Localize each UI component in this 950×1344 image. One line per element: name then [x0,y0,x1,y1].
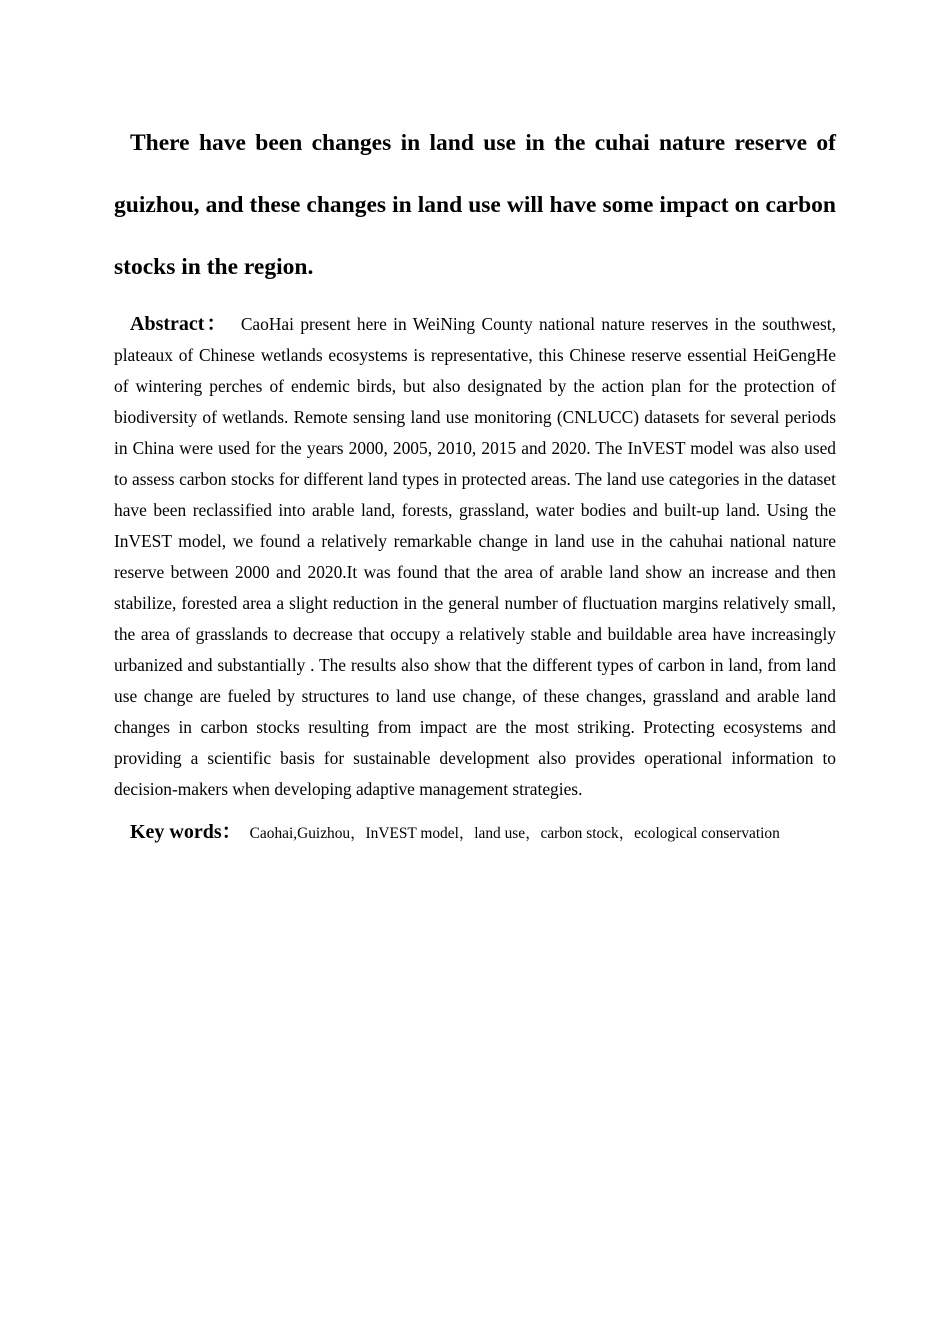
keywords-label: Key words： [130,821,242,843]
abstract-text: CaoHai present here in WeiNing County national nature reserves in the southwest, plateaux of Chinese wetlands ecosystems is representative, this Chinese reserve essential HeiGengHe of wintering perches of endemic birds, but also designated by the action plan for the protection of biodiversity of wetlands. Remote sensing land use monitoring (CNLUCC) datasets for several periods in China were used for the years 2000, 2005, 2010, 2015 and 2020. The InVEST model was also used to assess carbon stocks for different land types in protected areas. The land use categories in the dataset have been reclassified into arable land, forests, grassland, water bodies and built-up land. Using the InVEST model, we found a relatively remarkable change in land use in the cahuhai national nature reserve between 2000 and 2020.It was found that the area of arable land show an increase and then stabilize, forested area a slight reduction in the general number of fluctuation margins relatively small, the area of grasslands to decrease that occupy a relatively stable and buildable area have increasingly urbanized and substantially . The results also show that the different types of carbon in land, from land use change are fueled by structures to land use change, of these changes, grassland and arable land changes in carbon stocks resulting from impact are the most striking. Protecting ecosystems and providing a scientific basis for sustainable development also provides operational information to decision-makers when developing adaptive management strategies. [114,314,836,799]
abstract-label: Abstract： [130,313,229,335]
keywords-text: Caohai,Guizhou，InVEST model，land use，carbon stock，ecological conservation [249,825,780,842]
document-page [114,112,836,851]
abstract-paragraph [114,309,836,805]
paper-title: There have been changes in land use in the cuhai nature reserve of guizhou, and these changes in land use will have some impact on carbon stocks in the region. [114,130,836,280]
keywords-line [114,815,836,851]
